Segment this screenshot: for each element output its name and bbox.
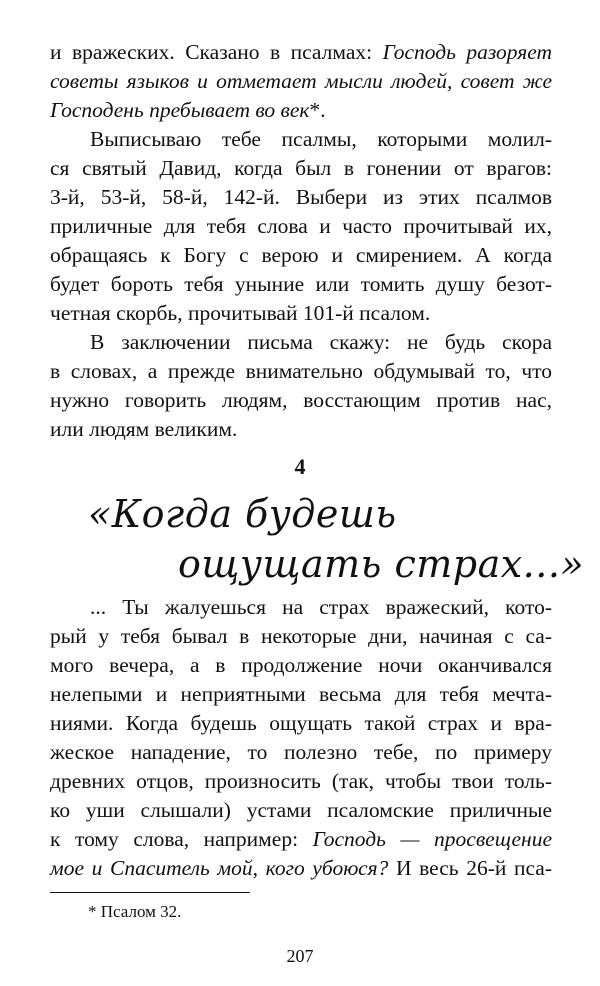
text-run: нужно говорить людям, восстающим против нас, — [50, 388, 552, 412]
text-line — [50, 825, 552, 854]
text-run: или людям великим. — [50, 417, 238, 441]
text-run: и вражеских. Сказано в псалмах: — [50, 40, 383, 64]
text-run: жеское нападение, то полезно тебе, по примеру — [50, 740, 552, 764]
text-run: ся святый Давид, когда был в гонении от врагов: — [50, 156, 552, 180]
text-line — [90, 125, 552, 154]
text-line — [90, 593, 552, 622]
text-line — [50, 270, 552, 299]
text-run: приличные для тебя слова и часто прочитывай их, — [50, 214, 552, 238]
text-line — [50, 241, 552, 270]
text-run: в словах, а прежде внимательно обдумывай то, что — [50, 359, 552, 383]
text-run: древних отцов, произносить (так, чтобы твои толь- — [50, 769, 552, 793]
footnote-rule — [50, 892, 250, 893]
italic-text-run: Господь разоряет — [382, 40, 552, 64]
text-run: рый у тебя бывал в некоторые дни, начиная с са- — [50, 624, 552, 648]
text-line — [50, 709, 552, 738]
text-run: ниями. Когда будешь ощущать такой страх и вра- — [50, 711, 552, 735]
text-line — [50, 386, 552, 415]
text-line — [50, 854, 552, 883]
text-run: В заключении письма скажу: не будь скора — [90, 330, 552, 354]
chapter-number: 4 — [294, 454, 306, 479]
text-line — [50, 680, 552, 709]
chapter-title-line-1: «Когда будешь — [88, 492, 397, 536]
italic-text-run: советы языков и отметает мысли людей, совет же — [50, 69, 552, 93]
italic-text-run: Господень пребывает во век — [50, 98, 310, 122]
text-line — [50, 38, 552, 67]
text-line — [50, 357, 552, 386]
text-line — [50, 154, 552, 183]
text-line — [50, 622, 552, 651]
text-run: нелепыми и неприятными весьма для тебя мечта- — [50, 682, 552, 706]
chapter-title-line-2: ощущать страх...» — [178, 542, 585, 586]
text-run: будет бороть тебя уныние или томить душу безот- — [50, 272, 552, 296]
footnote-marker: *. — [309, 98, 326, 122]
text-run: к тому слова, например: — [50, 827, 313, 851]
text-run: ко уши слышали) устами псаломские приличные — [50, 798, 552, 822]
text-line — [50, 299, 552, 328]
text-line — [50, 738, 552, 767]
text-run: 3-й, 53-й, 58-й, 142-й. Выбери из этих псалмов — [50, 185, 552, 209]
text-line — [50, 796, 552, 825]
italic-text-run: мое и Спаситель мой, кого убоюся? — [50, 856, 389, 880]
text-run: И весь 26-й пса- — [388, 856, 552, 880]
text-line — [50, 67, 552, 96]
text-line — [50, 183, 552, 212]
text-line — [50, 96, 552, 125]
italic-text-run: Господь — просвещение — [312, 827, 552, 851]
text-run: Выписываю тебе псалмы, которыми молил- — [90, 127, 552, 151]
text-run: обращаясь к Богу с верою и смирением. А когда — [50, 243, 552, 267]
text-run: ... Ты жалуешься на страх вражеский, кото- — [90, 595, 552, 619]
text-line — [50, 651, 552, 680]
text-run: четная скорбь, прочитывай 101-й псалом. — [50, 301, 431, 325]
text-line — [50, 415, 552, 444]
text-run: мого вечера, а в продолжение ночи оканчивался — [50, 653, 552, 677]
text-line — [90, 328, 552, 357]
footnote: * Псалом 32. — [88, 902, 182, 921]
text-line — [50, 767, 552, 796]
text-line — [50, 212, 552, 241]
page-number: 207 — [286, 946, 314, 966]
